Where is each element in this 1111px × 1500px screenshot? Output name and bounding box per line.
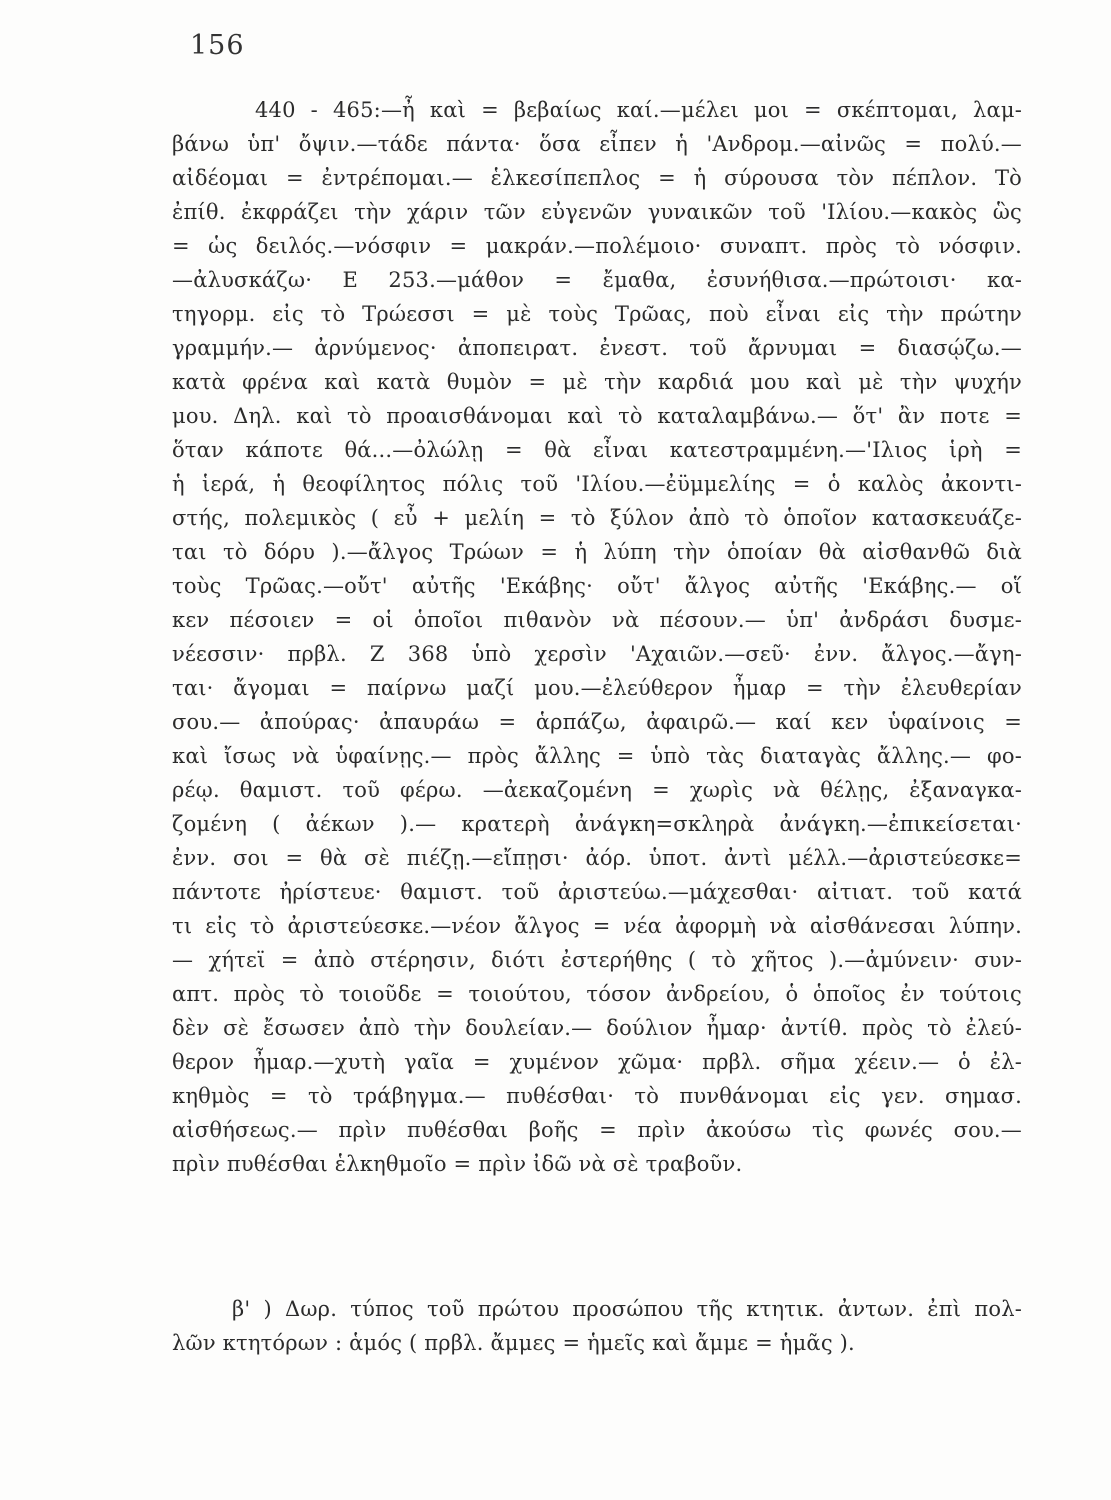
text-line: τοὺς Τρῶας.—οὔτ' αὐτῆς 'Εκάβης· οὔτ' ἄλγος αὐτῆς 'Εκάβης.— οἵ	[172, 574, 1022, 598]
text-line: στής, πολεμικὸς ( εὖ + μελίη = τὸ ξύλον ἀπὸ τὸ ὁποῖον κατασκευάζε-	[172, 506, 1022, 530]
text-line: θερον ἦμαρ.—χυτὴ γαῖα = χυμένον χῶμα· πρβλ. σῆμα χέειν.— ὁ ἐλ-	[172, 1050, 1022, 1074]
text-line: = ὡς δειλός.—νόσφιν = μακράν.—πολέμοιο· συναπτ. πρὸς τὸ νόσφιν.	[172, 234, 1022, 258]
text-line: — χήτεϊ = ἀπὸ στέρησιν, διότι ἐστερήθης ( τὸ χῆτος ).—ἀμύνειν· συν-	[172, 948, 1022, 972]
text-line: 440 - 465:—ἦ καὶ = βεβαίως καί.—μέλει μοι = σκέπτομαι, λαμ-	[255, 98, 1022, 122]
commentary-block	[172, 93, 1022, 1181]
text-line: απτ. πρὸς τὸ τοιοῦδε = τοιούτου, τόσον ἀνδρείου, ὁ ὁποῖος ἐν τούτοις	[172, 982, 1022, 1006]
text-line: κηθμὸς = τὸ τράβηγμα.— πυθέσθαι· τὸ πυνθάνομαι εἰς γεν. σημασ.	[172, 1084, 1022, 1108]
text-line: νέεσσιν· πρβλ. Ζ 368 ὑπὸ χερσὶν 'Αχαιῶν.—σεῦ· ἐνν. ἄλγος.—ἄγη-	[172, 642, 1022, 666]
footnote-line: λῶν κτητόρων : ἁμός ( πρβλ. ἄμμες = ἡμεῖς καὶ ἄμμε = ἡμᾶς ).	[172, 1331, 855, 1355]
text-line: —ἀλυσκάζω· Ε 253.—μάθον = ἔμαθα, ἐσυνήθισα.—πρώτοισι· κα-	[172, 268, 1022, 292]
text-line: σου.— ἀπούρας· ἀπαυράω = ἁρπάζω, ἀφαιρῶ.— καί κεν ὑφαίνοις =	[172, 710, 1022, 734]
text-line: ρέῳ. θαμιστ. τοῦ φέρω. —ἀεκαζομένη = χωρὶς νὰ θέλῃς, ἐξαναγκα-	[172, 778, 1022, 802]
text-line: ἡ ἱερά, ἡ θεοφίλητος πόλις τοῦ 'Ιλίου.—ἐϋμμελίης = ὁ καλὸς ἀκοντι-	[172, 472, 1022, 496]
text-line: ζομένη ( ἀέκων ).— κρατερὴ ἀνάγκη=σκληρὰ ἀνάγκη.—ἐπικείσεται·	[172, 812, 1022, 836]
text-line: καὶ ἴσως νὰ ὑφαίνῃς.— πρὸς ἄλλης = ὑπὸ τὰς διαταγὰς ἄλλης.— φο-	[172, 744, 1022, 768]
text-line: ται· ἄγομαι = παίρνω μαζί μου.—ἐλεύθερον ἦμαρ = τὴν ἐλευθερίαν	[172, 676, 1022, 700]
text-line: πρὶν πυθέσθαι ἑλκηθμοῖο = πρὶν ἰδῶ νὰ σὲ τραβοῦν.	[172, 1152, 743, 1176]
text-line: ται τὸ δόρυ ).—ἄλγος Τρώων = ἡ λύπη τὴν ὁποίαν θὰ αἰσθανθῶ διὰ	[172, 540, 1022, 564]
text-line: αἰσθήσεως.— πρὶν πυθέσθαι βοῆς = πρὶν ἀκούσω τὶς φωνές σου.—	[172, 1118, 1022, 1142]
text-line: τι εἰς τὸ ἀριστεύεσκε.—νέον ἄλγος = νέα ἀφορμὴ νὰ αἰσθάνεσαι λύπην.	[172, 914, 1022, 938]
text-line: ἐνν. σοι = θὰ σὲ πιέζῃ.—εἴπῃσι· ἀόρ. ὑποτ. ἀντὶ μέλλ.—ἀριστεύεσκε=	[172, 846, 1022, 870]
text-line: ὅταν κάποτε θά...—ὀλώλῃ = θὰ εἶναι κατεστραμμένη.—'Ιλιος ἱρὴ =	[172, 438, 1022, 462]
text-line: δὲν σὲ ἔσωσεν ἀπὸ τὴν δουλείαν.— δούλιον ἦμαρ· ἀντίθ. πρὸς τὸ ἐλεύ-	[172, 1016, 1022, 1040]
text-line: κεν πέσοιεν = οἱ ὁποῖοι πιθανὸν νὰ πέσουν.— ὑπ' ἀνδράσι δυσμε-	[172, 608, 1022, 632]
text-line: κατὰ φρένα καὶ κατὰ θυμὸν = μὲ τὴν καρδιά μου καὶ μὲ τὴν ψυχήν	[172, 370, 1022, 394]
footnote-block	[172, 1292, 1022, 1360]
page-number: 156	[190, 30, 245, 61]
text-line: μου. Δηλ. καὶ τὸ προαισθάνομαι καὶ τὸ καταλαμβάνω.— ὅτ' ἂν ποτε =	[172, 404, 1022, 428]
text-line: τηγορμ. εἰς τὸ Τρώεσσι = μὲ τοὺς Τρῶας, ποὺ εἶναι εἰς τὴν πρώτην	[172, 302, 1022, 326]
text-line: πάντοτε ἠρίστευε· θαμιστ. τοῦ ἀριστεύω.—μάχεσθαι· αἰτιατ. τοῦ κατά	[172, 880, 1022, 904]
text-line: ἐπίθ. ἐκφράζει τὴν χάριν τῶν εὐγενῶν γυναικῶν τοῦ 'Ιλίου.—κακὸς ὣς	[172, 200, 1022, 224]
text-line: γραμμήν.— ἀρνύμενος· ἀποπειρατ. ἐνεστ. τοῦ ἄρνυμαι = διασῴζω.—	[172, 336, 1022, 360]
footnote-line: β' ) Δωρ. τύπος τοῦ πρώτου προσώπου τῆς κτητικ. ἀντων. ἐπὶ πολ-	[232, 1297, 1022, 1321]
text-line: αἰδέομαι = ἐντρέπομαι.— ἑλκεσίπεπλος = ἡ σύρουσα τὸν πέπλον. Τὸ	[172, 166, 1022, 190]
text-line: βάνω ὑπ' ὄψιν.—τάδε πάντα· ὅσα εἶπεν ἡ 'Ανδρομ.—αἰνῶς = πολύ.—	[172, 132, 1022, 156]
